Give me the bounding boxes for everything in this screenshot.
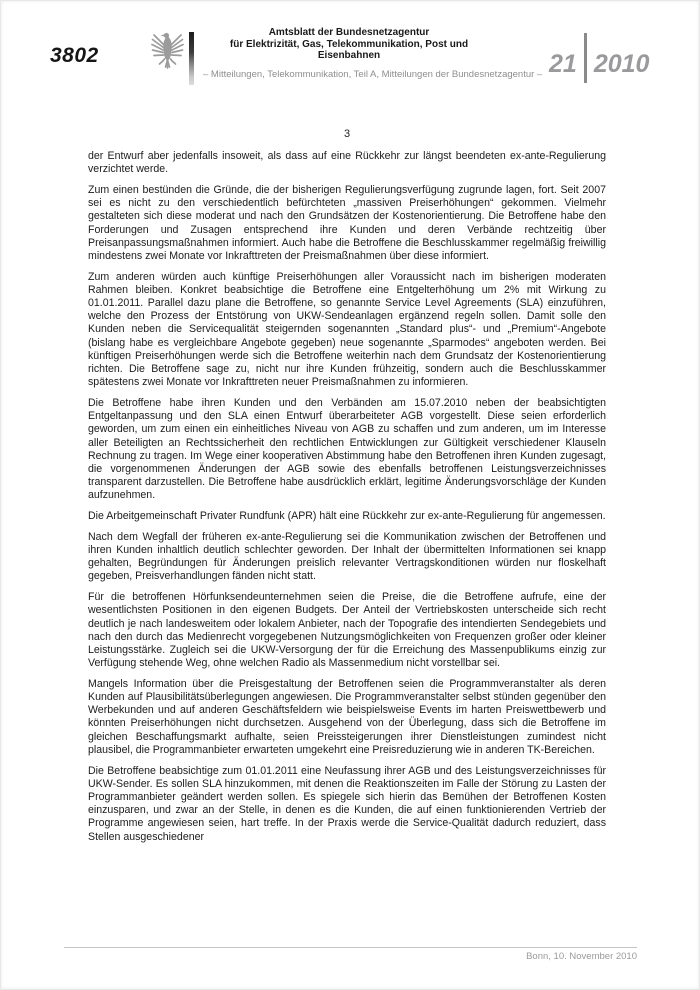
edition-year: 2010 — [593, 50, 650, 78]
paragraph: der Entwurf aber jedenfalls insoweit, als dass auf eine Rückkehr zur längst beendeten ex-ante-Regulierung verzichtet werde. — [88, 150, 606, 176]
edition-separator-bar — [584, 33, 587, 83]
masthead-subtitle: – Mitteilungen, Telekommunikation, Teil A, Mitteilungen der Bundesnetzagentur – — [203, 68, 543, 80]
header-gradient-bar — [189, 32, 194, 85]
edition-issue: 21 — [549, 50, 577, 78]
paragraph: Zum anderen würden auch künftige Preiserhöhungen aller Voraussicht nach im bisherigen moderaten Rahmen bleiben. Konkret beabsichtige die Betroffene eine Entgelterhöhung um 2% mit Wirkung zu 01.01.2011. Parallel dazu plane die Betroffene, so genannte Service Level Agreements (SLA) einzuführen, welche den Prozess der Entstörung von UKW-Sendeanlagen ergänzend regeln sollen. Damit solle den Kunden neben die Servicequalität steigernden sogenannten „Standard plus“- und „Premium“-Angebote (bislang habe es vergleichbare Angebote gegeben) neue sogenannte „Sparmodes“ angeboten werden. Bei künftigen Preiserhöhungen werde sich die Betroffene weiterhin nach dem Grundsatz der Kostenorientierung richten. Die Betroffene sage zu, nicht nur ihre Kunden frühzeitig, sondern auch die Beschlusskammer spätestens zwei Monate vor Inkrafttreten neuer Preismaßnahmen zu informieren. — [88, 270, 606, 389]
masthead-title-line2: für Elektrizität, Gas, Telekommunikation, Post und Eisenbahnen — [229, 38, 469, 61]
masthead-title-line1: Amtsblatt der Bundesnetzagentur — [268, 27, 430, 38]
paragraph: Die Arbeitgemeinschaft Privater Rundfunk (APR) hält eine Rückkehr zur ex-ante-Regulierung für angemessen. — [88, 510, 606, 523]
page-number: 3 — [343, 128, 351, 140]
paragraph: Die Betroffene habe ihren Kunden und den Verbänden am 15.07.2010 neben der beabsichtigten Entgeltanpassung und den SLA einen Entwurf überarbeiteter AGB vorgestellt. Diese seien erforderlich geworden, um zum einen ein einheitliches Niveau von AGB zu schaffen und zum anderen, um im Interesse aller Beteiligten an Rechtssicherheit den rechtlichen Entwicklungen zur Gültigkeit verschiedener Klauseln Rechnung zu tragen. Im Wege einer kooperativen Abstimmung habe den Betroffenen ihren Kunden zugesagt, die vorgenommenen Änderungen der AGB sowie des ebenfalls betroffenen Leistungsverzeichnisses transparent darzustellen. Die Betroffene habe ausdrücklich erklärt, legitime Änderungsvorschläge der Kunden aufzunehmen. — [88, 396, 606, 502]
footer-dateline: Bonn, 10. November 2010 — [526, 951, 637, 962]
masthead — [203, 27, 543, 80]
paragraph: Nach dem Wegfall der früheren ex-ante-Regulierung sei die Kommunikation zwischen der Betroffenen und ihren Kunden inhaltlich deutlich schlechter geworden. Der Inhalt der übermittelten Informationen sei knapp gehalten, Begründungen für Änderungen preislich relevanter Vertragskonditionen würden nur floskelhaft gegeben, Preisverhandlungen fänden nicht statt. — [88, 530, 606, 583]
running-page-number: 3802 — [50, 44, 99, 67]
paragraph: Für die betroffenen Hörfunksendeunternehmen seien die Preise, die die Betroffene aufrufe, eine der wesentlichsten Positionen in den eigenen Budgets. Der Anteil der Vertriebskosten unterscheide sich recht deutlich je nach landesweitem oder lokalem Anbieter, nach der Topografie des intendierten Sendegebiets und nach den durch das Medienrecht vorgegebenen Nutzungsmöglichkeiten von Frequenzen großer oder kleiner Leistungsstärke. Zugleich sei die UKW-Versorgung der für die Erreichung des Massenpublikums einzig zur Verfügung stehende Weg, ohne welchen Radio als Massenmedium nicht vorstellbar sei. — [88, 591, 606, 670]
paragraph: Zum einen bestünden die Gründe, die der bisherigen Regulierungsverfügung zugrunde lagen, fort. Seit 2007 sei es nicht zu den verschiedentlich befürchteten „massiven Preiserhöhungen“ gekommen. Vielmehr gestalteten sich diese moderat und nach den Grundsätzen der Kostenorientierung. Die Betroffene habe den Forderungen und Zusagen entsprechend ihre Kunden und deren Verbände rechtzeitig über Preisanpassungsmaßnahmen informiert. Auch habe die Betroffene die Beschlusskammer regelmäßig freiwillig mindestens zwei Monate vor Inkrafttreten der Preismaßnahmen über diese informiert. — [88, 183, 606, 262]
bundesadler-eagle-icon — [151, 30, 184, 72]
footer-divider — [64, 947, 637, 948]
paragraph: Die Betroffene beabsichtige zum 01.01.2011 eine Neufassung ihrer AGB und des Leistungsverzeichnisses für UKW-Sender. Es sollen SLA hinzukommen, mit denen die Reaktionszeiten im Falle der Störung zu Lasten der Programmanbieter geändert werden sollen. Es spiegele sich hierin das Bemühen der Betroffenen Kosten einzusparen, und zwar an der Stelle, in denen es die Kunden, die auf einen funktionierenden Vertrieb der Programme angewiesen seien, hart treffe. In der Praxis werde die Service-Qualität dadurch reduziert, dass Stellen ausgeschiedener — [88, 764, 606, 843]
edition-label — [549, 33, 649, 83]
document-body — [88, 150, 606, 851]
paragraph: Mangels Information über die Preisgestaltung der Betroffenen seien die Programmveranstalter als deren Kunden auf Plausibilitätsüberlegungen angewiesen. Die Programmveranstalter selbst stünden gegenüber den Werbekunden und auf anderen Geschäftsfeldern wie beispielsweise Events im harten Preiswettbewerb und könnten Preiserhöhungen nicht durchsetzen. Ausgehend von der Überlegung, dass sich die Betroffene im gleichen Beschaffungsmarkt aufhalte, seien Preissteigerungen ihrer Dienstleistungen zumindest nicht plausibel, die Programmanbieter erwarteten umgekehrt eine Preisreduzierung wie in anderen TK-Bereichen. — [88, 677, 606, 756]
